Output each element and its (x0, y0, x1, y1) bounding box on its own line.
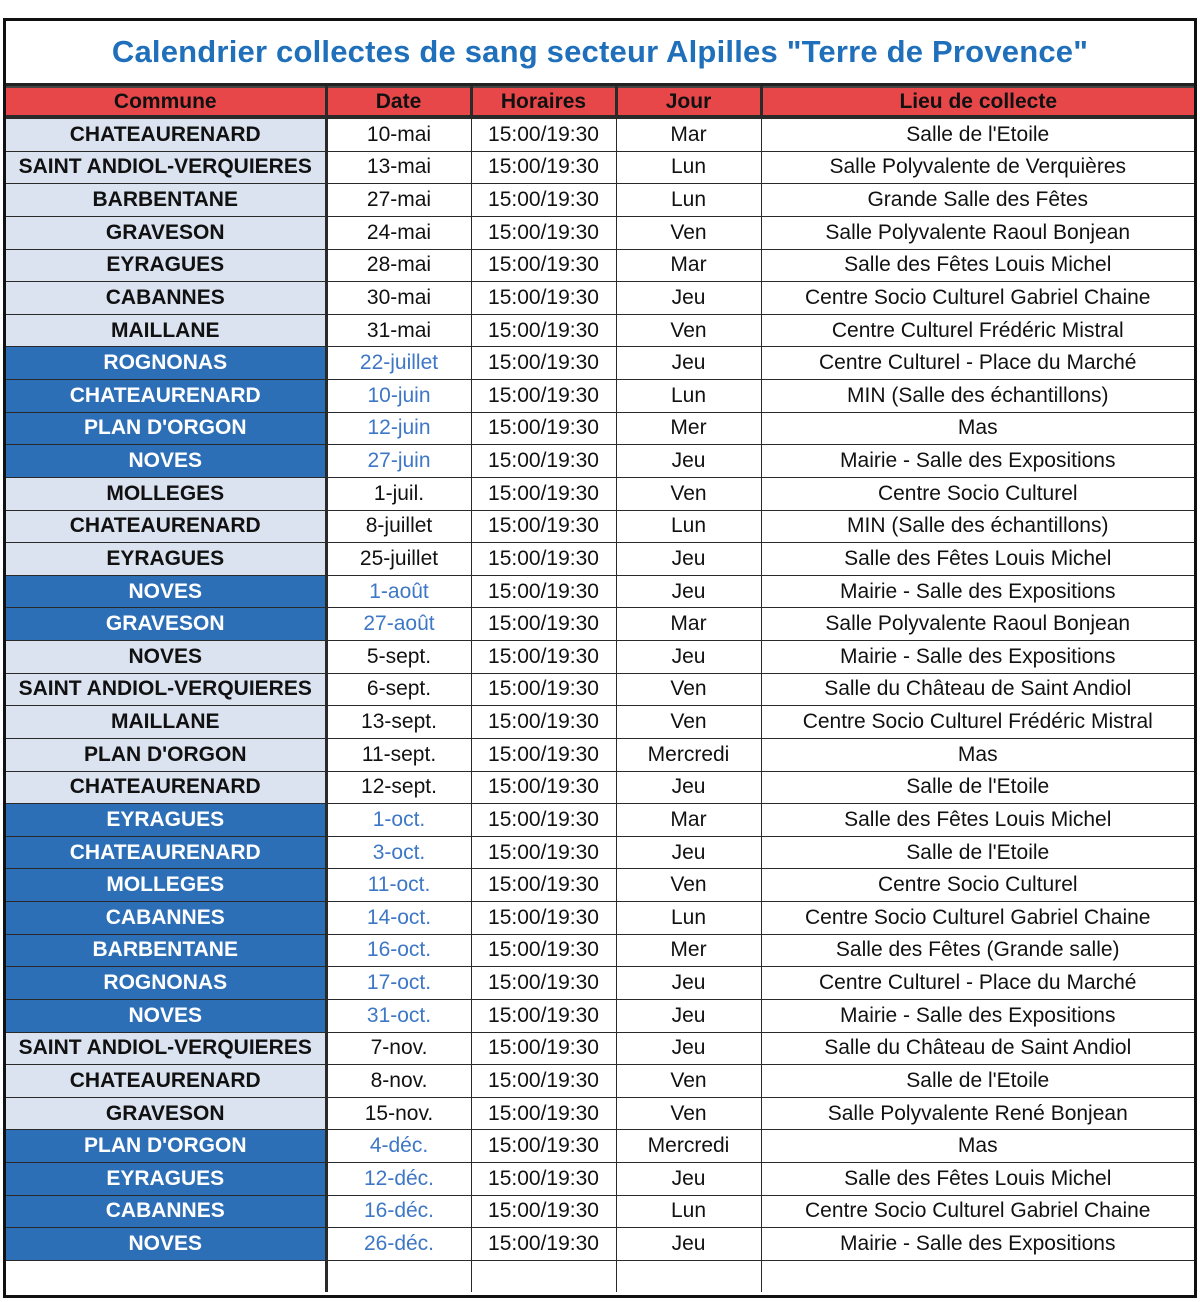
place-cell: Mairie - Salle des Expositions (761, 575, 1194, 608)
place-cell: Salle des Fêtes Louis Michel (761, 249, 1194, 282)
header-row (6, 87, 1194, 117)
table-row (6, 380, 1194, 413)
place-cell: Centre Socio Culturel Gabriel Chaine (761, 1195, 1194, 1228)
place-cell: Mairie - Salle des Expositions (761, 641, 1194, 674)
table-row (6, 445, 1194, 478)
place-cell: Salle Polyvalente de Verquières (761, 151, 1194, 184)
commune-cell: CABANNES (6, 902, 326, 935)
commune-cell: NOVES (6, 999, 326, 1032)
day-cell: Jeu (616, 575, 761, 608)
table-row (6, 836, 1194, 869)
hours-cell: 15:00/19:30 (471, 934, 616, 967)
day-cell: Mercredi (616, 1130, 761, 1163)
table-row (6, 1163, 1194, 1196)
date-cell: 13-sept. (326, 706, 471, 739)
commune-cell: NOVES (6, 445, 326, 478)
date-cell: 15-nov. (326, 1097, 471, 1130)
commune-cell: EYRAGUES (6, 804, 326, 837)
table-row (6, 1195, 1194, 1228)
date-cell: 22-juillet (326, 347, 471, 380)
hours-cell: 15:00/19:30 (471, 1228, 616, 1261)
hours-cell: 15:00/19:30 (471, 575, 616, 608)
day-cell: Lun (616, 380, 761, 413)
day-cell: Ven (616, 314, 761, 347)
empty-commune-cell (6, 1260, 326, 1292)
day-cell: Jeu (616, 836, 761, 869)
commune-cell: PLAN D'ORGON (6, 1130, 326, 1163)
day-cell: Ven (616, 477, 761, 510)
day-cell: Jeu (616, 771, 761, 804)
commune-cell: MOLLEGES (6, 869, 326, 902)
day-cell: Mer (616, 934, 761, 967)
place-cell: Mas (761, 412, 1194, 445)
commune-cell: CHATEAURENARD (6, 510, 326, 543)
date-cell: 12-sept. (326, 771, 471, 804)
hours-cell: 15:00/19:30 (471, 967, 616, 1000)
date-cell: 28-mai (326, 249, 471, 282)
date-cell: 7-nov. (326, 1032, 471, 1065)
table-row (6, 673, 1194, 706)
place-cell: Salle Polyvalente Raoul Bonjean (761, 608, 1194, 641)
empty-place-cell (761, 1260, 1194, 1292)
place-cell: Salle des Fêtes (Grande salle) (761, 934, 1194, 967)
date-cell: 27-mai (326, 184, 471, 217)
column-header-place: Lieu de collecte (761, 87, 1194, 117)
day-cell: Ven (616, 673, 761, 706)
table-body (6, 117, 1194, 1292)
commune-cell: ROGNONAS (6, 347, 326, 380)
table-row (6, 999, 1194, 1032)
date-cell: 24-mai (326, 216, 471, 249)
commune-cell: ROGNONAS (6, 967, 326, 1000)
table-row (6, 967, 1194, 1000)
table-row (6, 575, 1194, 608)
table-row (6, 934, 1194, 967)
date-cell: 14-oct. (326, 902, 471, 935)
date-cell: 31-oct. (326, 999, 471, 1032)
table-row (6, 249, 1194, 282)
day-cell: Ven (616, 1097, 761, 1130)
place-cell: Salle des Fêtes Louis Michel (761, 804, 1194, 837)
place-cell: Mairie - Salle des Expositions (761, 1228, 1194, 1261)
place-cell: Salle Polyvalente Raoul Bonjean (761, 216, 1194, 249)
day-cell: Jeu (616, 543, 761, 576)
day-cell: Mer (616, 412, 761, 445)
commune-cell: NOVES (6, 641, 326, 674)
table-row (6, 151, 1194, 184)
hours-cell: 15:00/19:30 (471, 804, 616, 837)
column-header-hours: Horaires (471, 87, 616, 117)
day-cell: Jeu (616, 1163, 761, 1196)
commune-cell: GRAVESON (6, 608, 326, 641)
commune-cell: EYRAGUES (6, 1163, 326, 1196)
day-cell: Mar (616, 804, 761, 837)
date-cell: 8-juillet (326, 510, 471, 543)
table-row (6, 216, 1194, 249)
day-cell: Ven (616, 869, 761, 902)
day-cell: Mar (616, 249, 761, 282)
column-header-commune: Commune (6, 87, 326, 117)
table-row (6, 1097, 1194, 1130)
commune-cell: PLAN D'ORGON (6, 738, 326, 771)
date-cell: 26-déc. (326, 1228, 471, 1261)
commune-cell: CABANNES (6, 282, 326, 315)
table-row (6, 510, 1194, 543)
column-header-date: Date (326, 87, 471, 117)
hours-cell: 15:00/19:30 (471, 673, 616, 706)
hours-cell: 15:00/19:30 (471, 314, 616, 347)
day-cell: Jeu (616, 999, 761, 1032)
date-cell: 27-août (326, 608, 471, 641)
day-cell: Lun (616, 1195, 761, 1228)
place-cell: Salle du Château de Saint Andiol (761, 1032, 1194, 1065)
day-cell: Jeu (616, 967, 761, 1000)
column-header-day: Jour (616, 87, 761, 117)
hours-cell: 15:00/19:30 (471, 641, 616, 674)
hours-cell: 15:00/19:30 (471, 999, 616, 1032)
day-cell: Jeu (616, 347, 761, 380)
place-cell: Salle de l'Etoile (761, 771, 1194, 804)
commune-cell: CHATEAURENARD (6, 380, 326, 413)
empty-date-cell (326, 1260, 471, 1292)
hours-cell: 15:00/19:30 (471, 608, 616, 641)
place-cell: Salle de l'Etoile (761, 836, 1194, 869)
day-cell: Lun (616, 151, 761, 184)
place-cell: Centre Socio Culturel Frédéric Mistral (761, 706, 1194, 739)
hours-cell: 15:00/19:30 (471, 151, 616, 184)
empty-row (6, 1260, 1194, 1292)
day-cell: Ven (616, 1065, 761, 1098)
day-cell: Mar (616, 608, 761, 641)
commune-cell: SAINT ANDIOL-VERQUIERES (6, 151, 326, 184)
date-cell: 1-oct. (326, 804, 471, 837)
table-row (6, 477, 1194, 510)
table-row (6, 412, 1194, 445)
table-row (6, 804, 1194, 837)
hours-cell: 15:00/19:30 (471, 1065, 616, 1098)
day-cell: Jeu (616, 282, 761, 315)
day-cell: Mar (616, 117, 761, 151)
commune-cell: MOLLEGES (6, 477, 326, 510)
table-row (6, 1130, 1194, 1163)
commune-cell: SAINT ANDIOL-VERQUIERES (6, 1032, 326, 1065)
place-cell: Salle de l'Etoile (761, 117, 1194, 151)
day-cell: Mercredi (616, 738, 761, 771)
table-row (6, 1228, 1194, 1261)
place-cell: MIN (Salle des échantillons) (761, 380, 1194, 413)
date-cell: 8-nov. (326, 1065, 471, 1098)
hours-cell: 15:00/19:30 (471, 249, 616, 282)
date-cell: 31-mai (326, 314, 471, 347)
table-row (6, 738, 1194, 771)
hours-cell: 15:00/19:30 (471, 738, 616, 771)
hours-cell: 15:00/19:30 (471, 380, 616, 413)
hours-cell: 15:00/19:30 (471, 184, 616, 217)
date-cell: 17-oct. (326, 967, 471, 1000)
table-row (6, 771, 1194, 804)
commune-cell: EYRAGUES (6, 249, 326, 282)
date-cell: 16-déc. (326, 1195, 471, 1228)
day-cell: Jeu (616, 445, 761, 478)
hours-cell: 15:00/19:30 (471, 347, 616, 380)
table-row (6, 869, 1194, 902)
hours-cell: 15:00/19:30 (471, 543, 616, 576)
commune-cell: BARBENTANE (6, 184, 326, 217)
hours-cell: 15:00/19:30 (471, 771, 616, 804)
commune-cell: MAILLANE (6, 706, 326, 739)
day-cell: Jeu (616, 641, 761, 674)
table-row (6, 314, 1194, 347)
commune-cell: CHATEAURENARD (6, 117, 326, 151)
table-row (6, 641, 1194, 674)
table-row (6, 184, 1194, 217)
place-cell: Salle de l'Etoile (761, 1065, 1194, 1098)
commune-cell: CHATEAURENARD (6, 771, 326, 804)
hours-cell: 15:00/19:30 (471, 869, 616, 902)
place-cell: Salle Polyvalente René Bonjean (761, 1097, 1194, 1130)
place-cell: Centre Culturel Frédéric Mistral (761, 314, 1194, 347)
date-cell: 1-août (326, 575, 471, 608)
day-cell: Lun (616, 184, 761, 217)
hours-cell: 15:00/19:30 (471, 1195, 616, 1228)
date-cell: 10-mai (326, 117, 471, 151)
date-cell: 12-déc. (326, 1163, 471, 1196)
date-cell: 5-sept. (326, 641, 471, 674)
place-cell: MIN (Salle des échantillons) (761, 510, 1194, 543)
table-row (6, 543, 1194, 576)
hours-cell: 15:00/19:30 (471, 836, 616, 869)
place-cell: Centre Culturel - Place du Marché (761, 967, 1194, 1000)
commune-cell: BARBENTANE (6, 934, 326, 967)
day-cell: Jeu (616, 1032, 761, 1065)
hours-cell: 15:00/19:30 (471, 1097, 616, 1130)
place-cell: Mairie - Salle des Expositions (761, 445, 1194, 478)
date-cell: 12-juin (326, 412, 471, 445)
hours-cell: 15:00/19:30 (471, 510, 616, 543)
commune-cell: NOVES (6, 575, 326, 608)
place-cell: Centre Socio Culturel (761, 477, 1194, 510)
table-row (6, 608, 1194, 641)
date-cell: 10-juin (326, 380, 471, 413)
table-row (6, 347, 1194, 380)
page-title: Calendrier collectes de sang secteur Alpilles "Terre de Provence" (6, 21, 1194, 86)
commune-cell: CABANNES (6, 1195, 326, 1228)
place-cell: Salle du Château de Saint Andiol (761, 673, 1194, 706)
day-cell: Ven (616, 216, 761, 249)
hours-cell: 15:00/19:30 (471, 445, 616, 478)
table-row (6, 282, 1194, 315)
date-cell: 11-sept. (326, 738, 471, 771)
hours-cell: 15:00/19:30 (471, 1130, 616, 1163)
commune-cell: EYRAGUES (6, 543, 326, 576)
hours-cell: 15:00/19:30 (471, 282, 616, 315)
hours-cell: 15:00/19:30 (471, 117, 616, 151)
commune-cell: GRAVESON (6, 1097, 326, 1130)
place-cell: Salle des Fêtes Louis Michel (761, 543, 1194, 576)
place-cell: Mas (761, 738, 1194, 771)
date-cell: 6-sept. (326, 673, 471, 706)
commune-cell: MAILLANE (6, 314, 326, 347)
hours-cell: 15:00/19:30 (471, 706, 616, 739)
table-row (6, 117, 1194, 151)
date-cell: 3-oct. (326, 836, 471, 869)
place-cell: Centre Socio Culturel Gabriel Chaine (761, 282, 1194, 315)
commune-cell: CHATEAURENARD (6, 836, 326, 869)
commune-cell: PLAN D'ORGON (6, 412, 326, 445)
table-row (6, 1065, 1194, 1098)
day-cell: Ven (616, 706, 761, 739)
date-cell: 25-juillet (326, 543, 471, 576)
hours-cell: 15:00/19:30 (471, 216, 616, 249)
calendar-sheet (3, 18, 1197, 1298)
place-cell: Centre Socio Culturel Gabriel Chaine (761, 902, 1194, 935)
commune-cell: NOVES (6, 1228, 326, 1261)
date-cell: 1-juil. (326, 477, 471, 510)
hours-cell: 15:00/19:30 (471, 477, 616, 510)
place-cell: Mas (761, 1130, 1194, 1163)
day-cell: Lun (616, 902, 761, 935)
date-cell: 4-déc. (326, 1130, 471, 1163)
date-cell: 16-oct. (326, 934, 471, 967)
hours-cell: 15:00/19:30 (471, 1032, 616, 1065)
table-row (6, 1032, 1194, 1065)
date-cell: 30-mai (326, 282, 471, 315)
commune-cell: GRAVESON (6, 216, 326, 249)
empty-day-cell (616, 1260, 761, 1292)
hours-cell: 15:00/19:30 (471, 412, 616, 445)
day-cell: Lun (616, 510, 761, 543)
place-cell: Centre Socio Culturel (761, 869, 1194, 902)
date-cell: 27-juin (326, 445, 471, 478)
collection-table (6, 86, 1194, 1292)
commune-cell: SAINT ANDIOL-VERQUIERES (6, 673, 326, 706)
date-cell: 11-oct. (326, 869, 471, 902)
date-cell: 13-mai (326, 151, 471, 184)
commune-cell: CHATEAURENARD (6, 1065, 326, 1098)
place-cell: Salle des Fêtes Louis Michel (761, 1163, 1194, 1196)
hours-cell: 15:00/19:30 (471, 1163, 616, 1196)
day-cell: Jeu (616, 1228, 761, 1261)
table-row (6, 706, 1194, 739)
hours-cell: 15:00/19:30 (471, 902, 616, 935)
empty-hours-cell (471, 1260, 616, 1292)
place-cell: Grande Salle des Fêtes (761, 184, 1194, 217)
place-cell: Centre Culturel - Place du Marché (761, 347, 1194, 380)
place-cell: Mairie - Salle des Expositions (761, 999, 1194, 1032)
table-row (6, 902, 1194, 935)
